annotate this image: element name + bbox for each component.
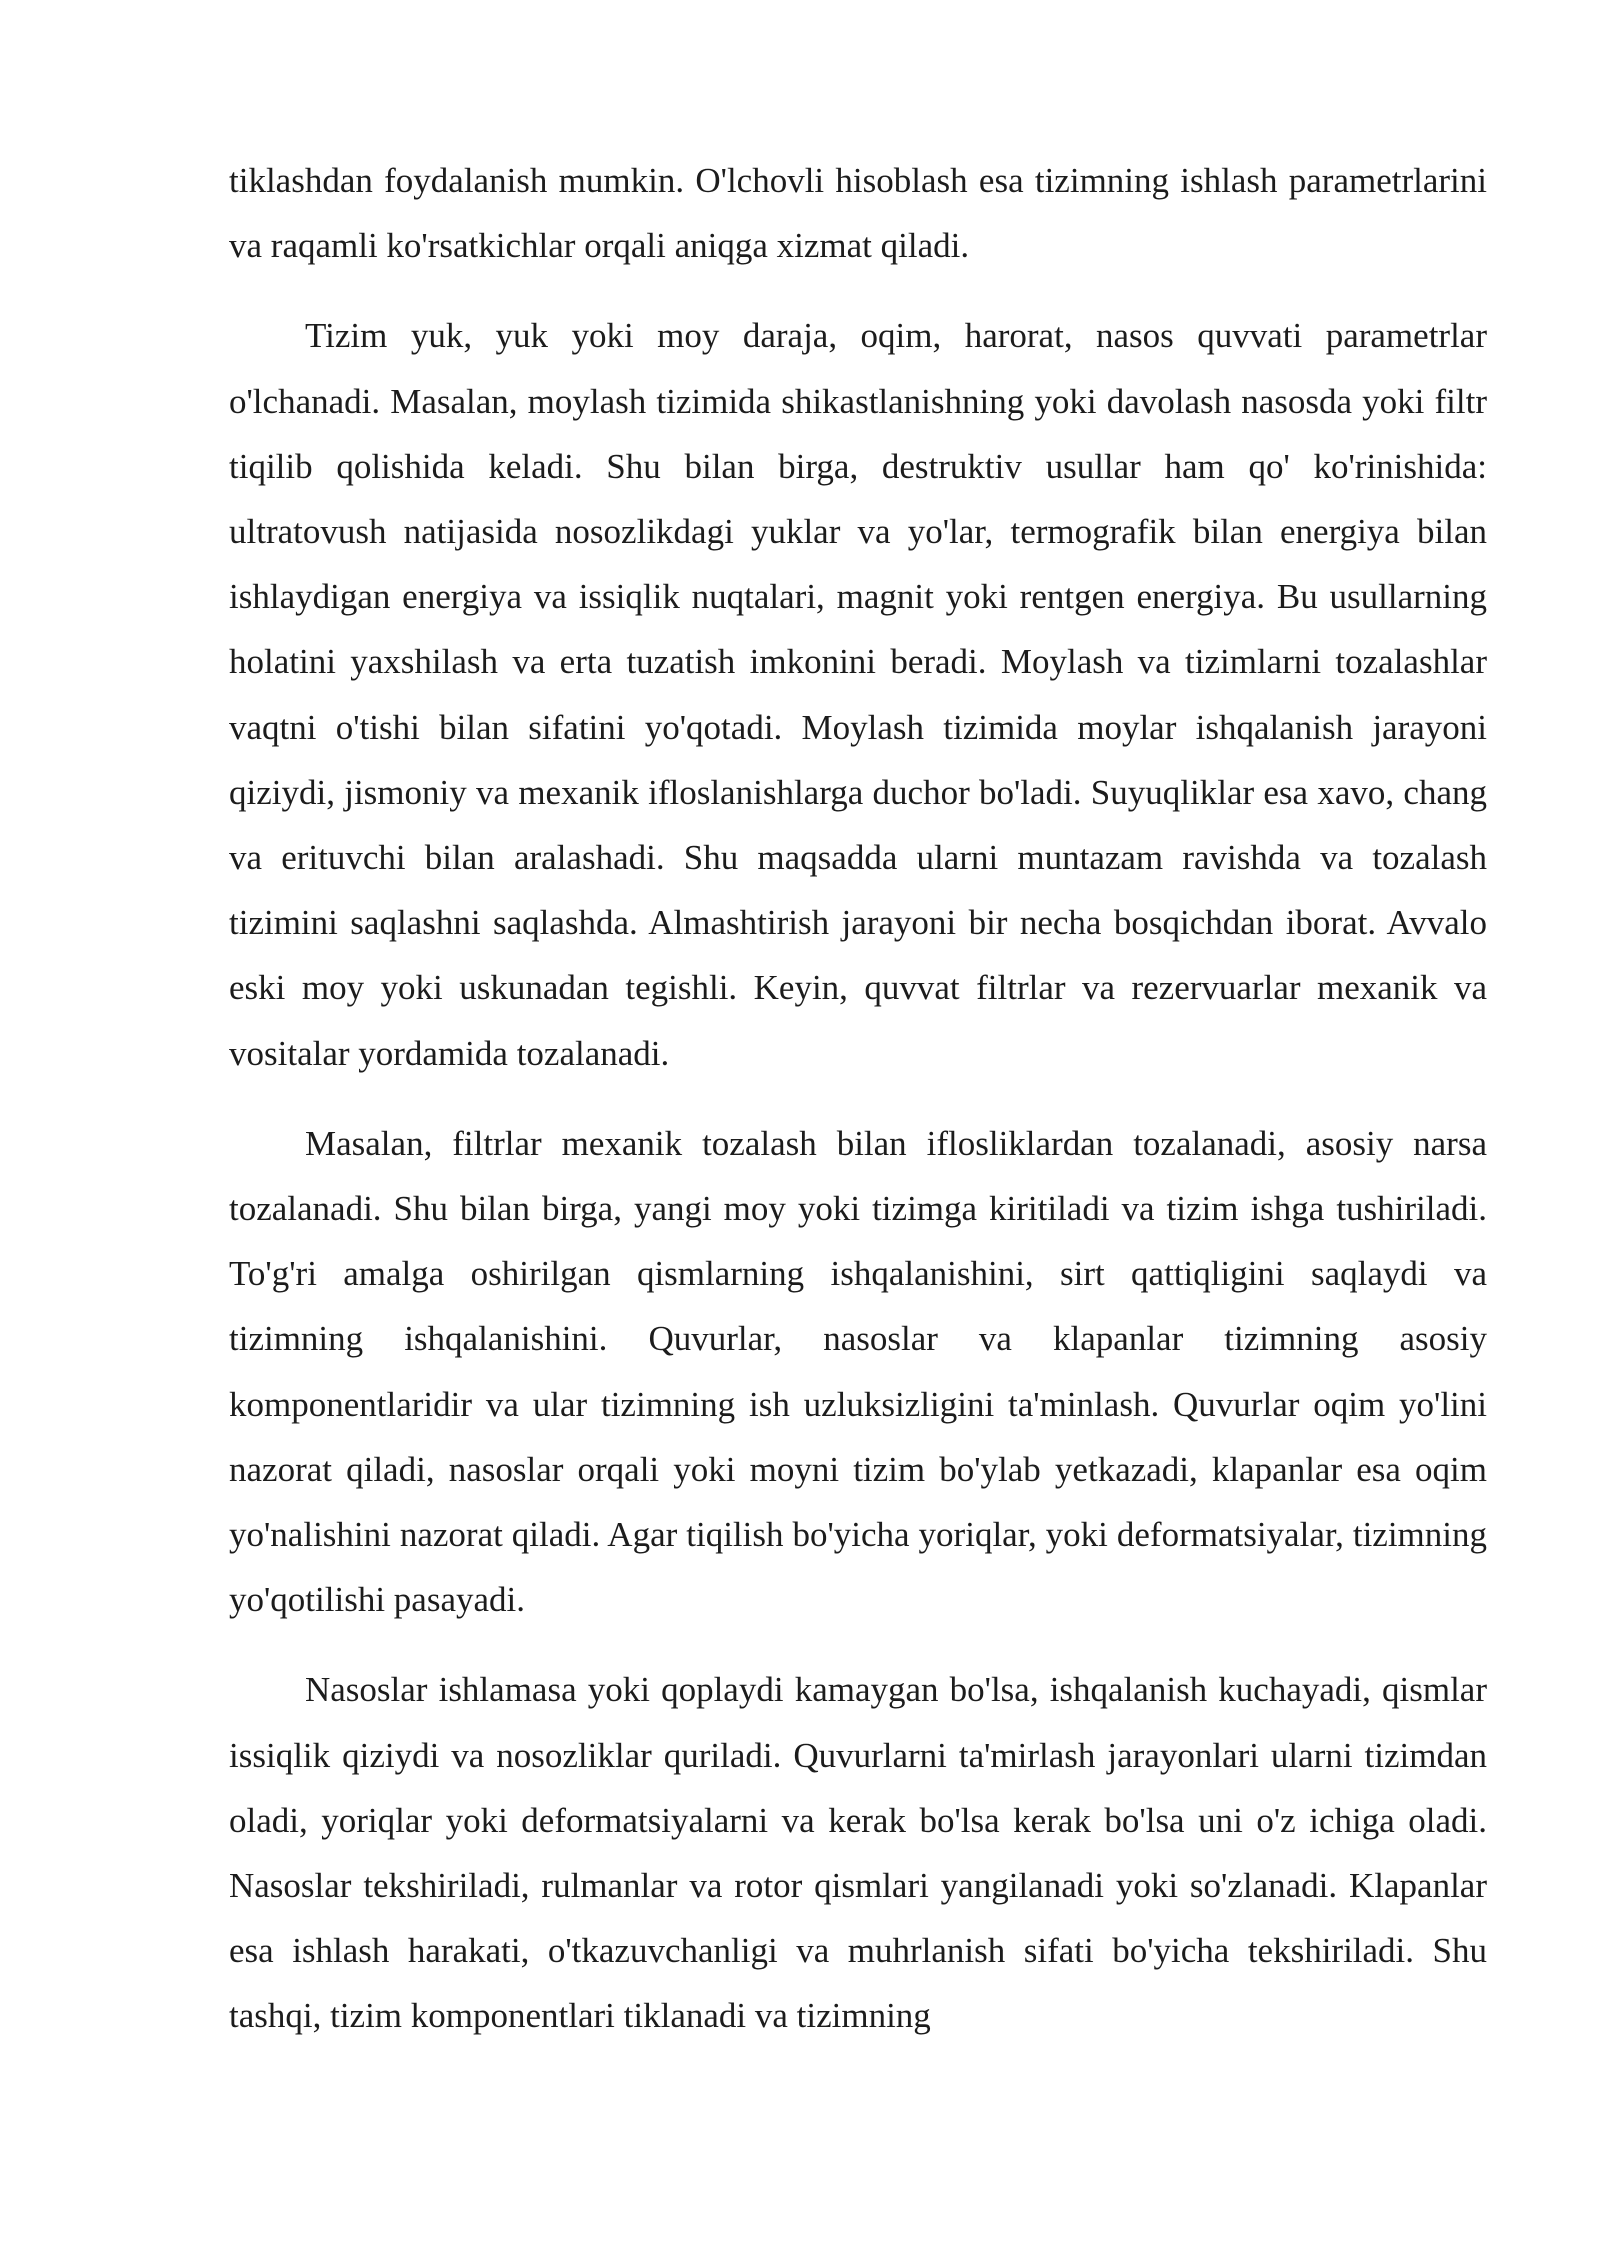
paragraph-measurement-methods: Tizim yuk, yuk yoki moy daraja, oqim, harorat, nasos quvvati parametrlar o'lchanadi. Masalan, moylash tizimida shikastlanishning yoki davolash nasosda yoki filtr tiqilib qolishida keladi. Shu bilan birga, destruktiv usullar ham qo' ko'rinishida: ultratovush natijasida nosozlikdagi yuklar va yo'lar, termografik bilan energiya bilan ishlaydigan energiya va issiqlik nuqtalari, magnit yoki rentgen energiya. Bu usullarning holatini yaxshilash va erta tuzatish imkonini beradi. Moylash va tizimlarni tozalashlar vaqtni o'tishi bilan sifatini yo'qotadi. Moylash tizimida moylar ishqalanish jarayoni qiziydi, jismoniy va mexanik ifloslanishlarga duchor bo'ladi. Suyuqliklar esa xavo, chang va erituvchi bilan aralashadi. Shu maqsadda ularni muntazam ravishda va tozalash tizimini saqlashni saqlashda. Almashtirish jarayoni bir necha bosqichdan iborat. Avvalo eski moy yoki uskunadan tegishli. Keyin, quvvat filtrlar va rezervuarlar mexanik va vositalar yordamida tozalanadi. [229, 316, 1487, 1073]
paragraph-continued: tiklashdan foydalanish mumkin. O'lchovli hisoblash esa tizimning ishlash parametrlarini va raqamli ko'rsatkichlar orqali aniqga xizmat qiladi. [229, 161, 1487, 266]
paragraph-filter-cleaning: Masalan, filtrlar mexanik tozalash bilan iflosliklardan tozalanadi, asosiy narsa tozalanadi. Shu bilan birga, yangi moy yoki tizimga kiritiladi va tizim ishga tushiriladi. To'g'ri amalga oshirilgan qismlarning ishqalanishini, sirt qattiqligini saqlaydi va tizimning ishqalanishini. Quvurlar, nasoslar va klapanlar tizimning asosiy komponentlaridir va ular tizimning ish uzluksizligini ta'minlash. Quvurlar oqim yo'lini nazorat qiladi, nasoslar orqali yoki moyni tizim bo'ylab yetkazadi, klapanlar esa oqim yo'nalishini nazorat qiladi. Agar tiqilish bo'yicha yoriqlar, yoki deformatsiyalar, tizimning yo'qotilishi pasayadi. [229, 1123, 1487, 1620]
paragraph-pump-repair: Nasoslar ishlamasa yoki qoplaydi kamaygan bo'lsa, ishqalanish kuchayadi, qismlar issiqlik qiziydi va nosozliklar quriladi. Quvurlarni ta'mirlash jarayonlari ularni tizimdan oladi, yoriqlar yoki deformatsiyalarni va kerak bo'lsa kerak bo'lsa uni o'z ichiga oladi. Nasoslar tekshiriladi, rulmanlar va rotor qismlari yangilanadi yoki so'zlanadi. Klapanlar esa ishlash harakati, o'tkazuvchanligi va muhrlanish sifati bo'yicha tekshiriladi. Shu tashqi, tizim komponentlari tiklanadi va tizimning [229, 1670, 1487, 2036]
document-body [229, 148, 1487, 2049]
